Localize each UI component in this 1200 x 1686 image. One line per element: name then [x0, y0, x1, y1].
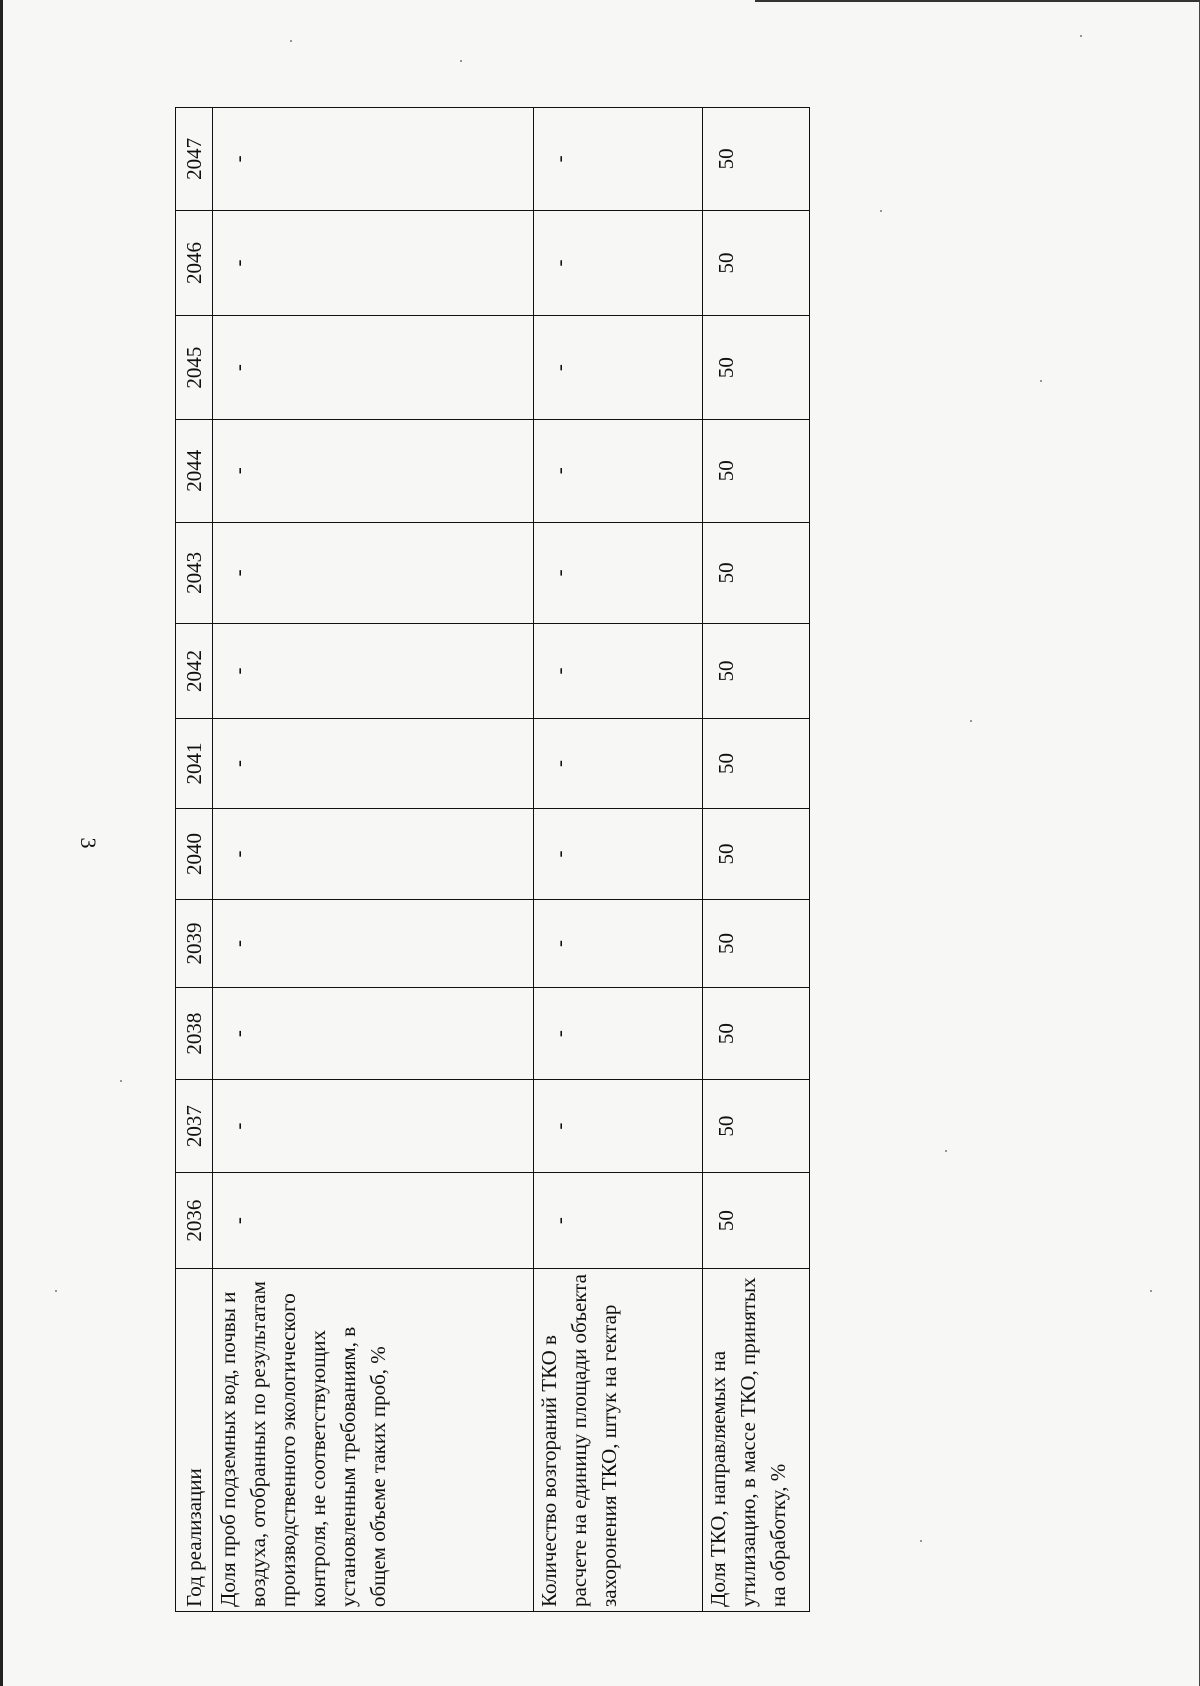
table-cell: - [534, 210, 703, 316]
table-cell: - [534, 108, 703, 211]
scan-speck [120, 1080, 122, 1082]
table-cell: 50 [703, 1173, 810, 1269]
table-header-row [176, 108, 213, 1612]
year-2044: 2044 [176, 419, 213, 522]
table-cell: 50 [703, 624, 810, 719]
table-cell: - [534, 316, 703, 420]
year-2039: 2039 [176, 899, 213, 988]
year-2047: 2047 [176, 108, 213, 211]
table-cell: - [534, 419, 703, 522]
table-cell: - [534, 522, 703, 624]
scan-speck [880, 210, 882, 212]
table-cell: - [534, 1079, 703, 1173]
year-2037: 2037 [176, 1079, 213, 1173]
table-cell: - [534, 809, 703, 900]
table-cell: - [213, 1173, 534, 1269]
table-cell: 50 [703, 988, 810, 1080]
header-label: Год реализации [176, 1268, 213, 1611]
table-cell: - [213, 108, 534, 211]
scan-speck [290, 40, 292, 42]
table-cell: - [213, 1079, 534, 1173]
table-cell: - [213, 899, 534, 988]
year-2045: 2045 [176, 316, 213, 420]
year-2036: 2036 [176, 1173, 213, 1269]
table-cell: - [534, 988, 703, 1080]
table-cell: 50 [703, 718, 810, 809]
scan-speck [1080, 35, 1082, 37]
table-cell: - [534, 899, 703, 988]
table-cell: - [213, 316, 534, 420]
table-cell: 50 [703, 419, 810, 522]
scan-edge-top [755, 0, 1200, 2]
table-cell: 50 [703, 316, 810, 420]
row-label: Доля ТКО, направляемых на утилизацию, в массе ТКО, принятых на обработку, % [703, 1268, 810, 1611]
scan-speck [460, 60, 462, 62]
table-row [534, 108, 703, 1612]
table-cell: - [213, 419, 534, 522]
table-cell: 50 [703, 522, 810, 624]
row-label: Доля проб подземных вод, почвы и воздуха, отобранных по результатам производственного экологического контроля, не соответствующих установленным требованиям, в общем объеме таких проб, % [213, 1268, 534, 1611]
table-cell: - [213, 718, 534, 809]
table-cell: - [213, 210, 534, 316]
scan-speck [970, 720, 972, 722]
scan-edge-left [0, 0, 3, 1686]
table-row [213, 108, 534, 1612]
table-row [703, 108, 810, 1612]
scan-speck [945, 1150, 947, 1152]
scan-speck [1040, 380, 1042, 382]
year-2042: 2042 [176, 624, 213, 719]
scan-speck [55, 1290, 57, 1292]
table-cell: 50 [703, 1079, 810, 1173]
scan-speck [1150, 1290, 1152, 1292]
scan-speck [920, 1540, 922, 1542]
year-2038: 2038 [176, 988, 213, 1080]
table-cell: - [213, 624, 534, 719]
year-2046: 2046 [176, 210, 213, 316]
row-label: Количество возгораний ТКО в расчете на единицу площади объекта захоронения ТКО, штук на гектар [534, 1268, 703, 1611]
year-2041: 2041 [176, 718, 213, 809]
table-cell: - [534, 1173, 703, 1269]
table-cell: - [534, 624, 703, 719]
table-cell: - [534, 718, 703, 809]
indicator-table [175, 107, 810, 1612]
table-cell: 50 [703, 899, 810, 988]
table-cell: - [213, 988, 534, 1080]
year-2043: 2043 [176, 522, 213, 624]
table-cell: - [213, 522, 534, 624]
year-2040: 2040 [176, 809, 213, 900]
table-cell: - [213, 809, 534, 900]
table-cell: 50 [703, 210, 810, 316]
indicator-table-container [175, 107, 791, 1612]
page-number: 3 [76, 837, 101, 849]
table-cell: 50 [703, 809, 810, 900]
table-cell: 50 [703, 108, 810, 211]
